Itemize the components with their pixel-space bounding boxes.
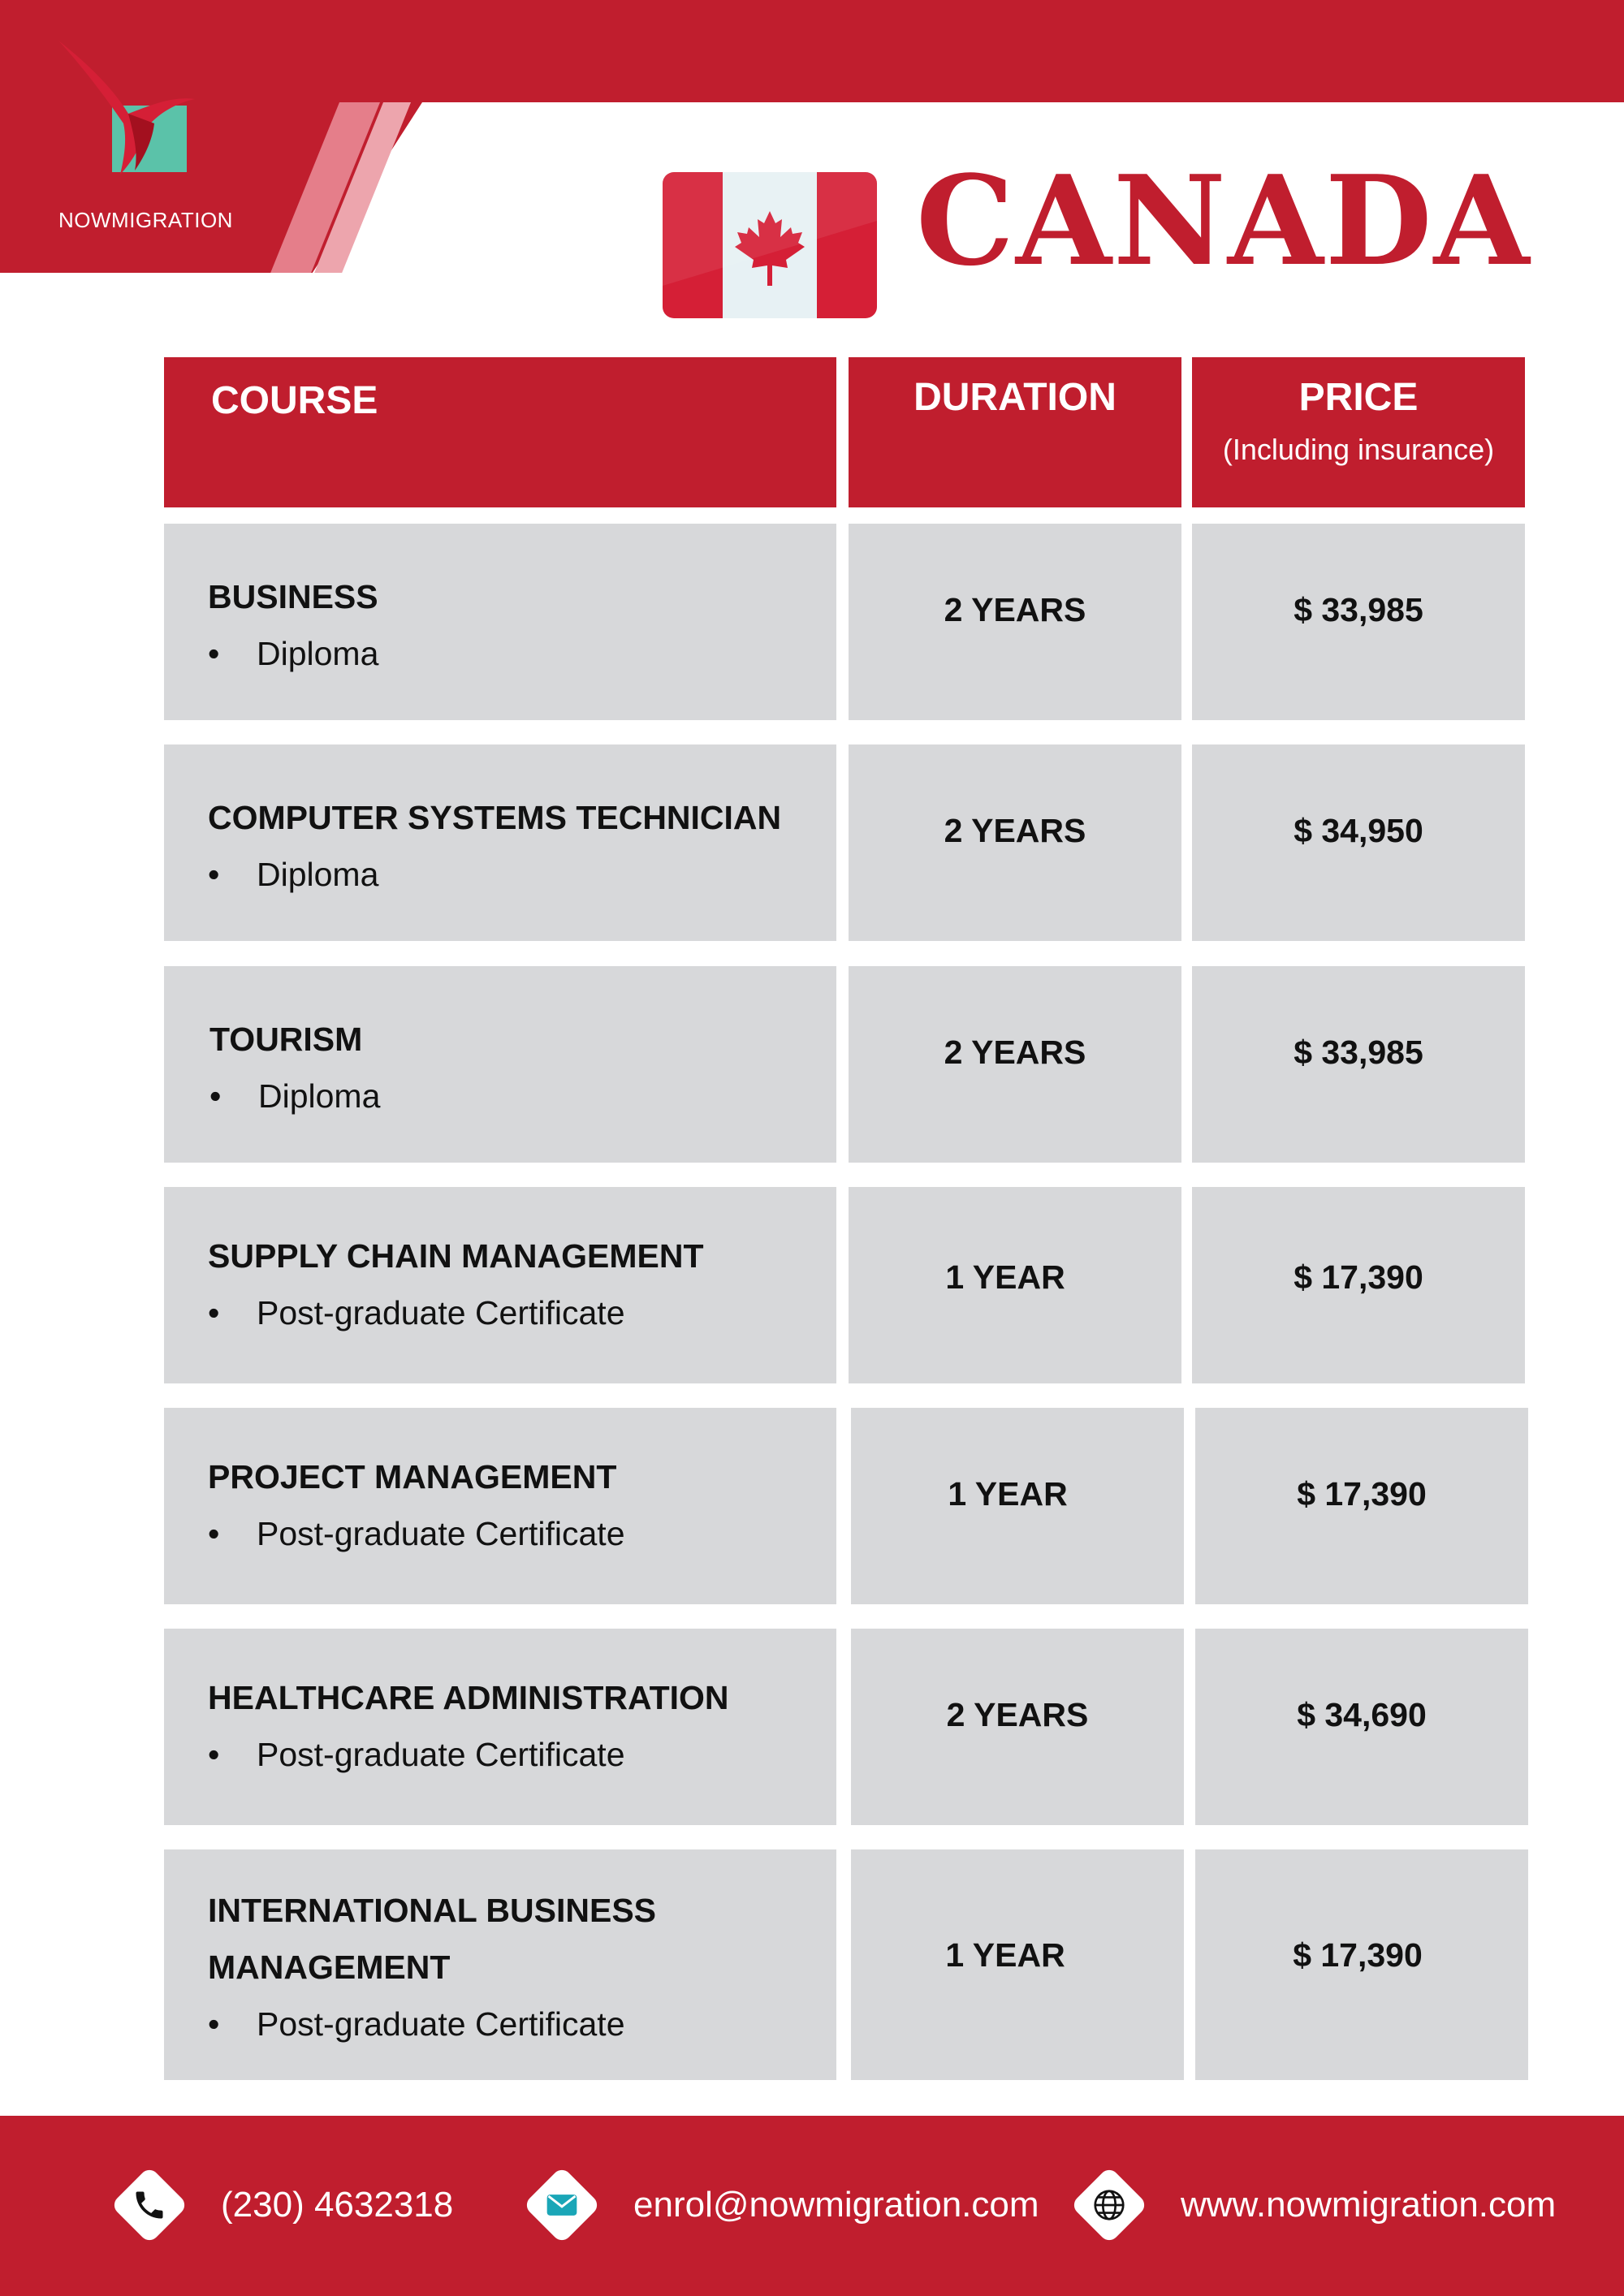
course-type: Post-graduate Certificate: [257, 1294, 625, 1331]
course-price: $ 33,985: [1192, 966, 1525, 1163]
website-url[interactable]: www.nowmigration.com: [1181, 2185, 1557, 2225]
phone-number[interactable]: (230) 4632318: [221, 2185, 454, 2225]
course-name: SUPPLY CHAIN MANAGEMENT: [208, 1237, 704, 1275]
course-name: BUSINESS: [208, 578, 378, 615]
course-type: Post-graduate Certificate: [257, 1515, 625, 1552]
course-duration: 2 YEARS: [851, 1629, 1184, 1825]
table-row-course: COMPUTER SYSTEMS TECHNICIAN • Diploma: [164, 744, 836, 941]
phone-icon: [110, 2166, 188, 2244]
course-price: $ 34,690: [1195, 1629, 1528, 1825]
header-course-label: COURSE: [211, 379, 378, 422]
footer-phone[interactable]: [109, 2164, 453, 2246]
brand-logo-icon: [57, 32, 235, 187]
course-name: TOURISM: [209, 1021, 363, 1058]
course-price: $ 17,390: [1192, 1187, 1525, 1383]
globe-icon: [1070, 2166, 1148, 2244]
course-duration: 1 YEAR: [849, 1187, 1181, 1383]
course-price: $ 17,390: [1195, 1408, 1528, 1604]
course-duration: 2 YEARS: [849, 966, 1181, 1163]
course-type: Diploma: [257, 635, 379, 672]
table-row-course: INTERNATIONAL BUSINESS MANAGEMENT • Post-graduate Certificate: [164, 1849, 836, 2080]
footer-website[interactable]: [1069, 2164, 1556, 2246]
email-address[interactable]: enrol@nowmigration.com: [633, 2185, 1039, 2225]
course-type: Post-graduate Certificate: [257, 1736, 625, 1773]
table-row-course: SUPPLY CHAIN MANAGEMENT • Post-graduate Certificate: [164, 1187, 836, 1383]
table-row-course: TOURISM • Diploma: [164, 966, 836, 1163]
header-price: [1192, 357, 1525, 507]
course-type: Diploma: [257, 856, 379, 893]
table-row-course: HEALTHCARE ADMINISTRATION • Post-graduate Certificate: [164, 1629, 836, 1825]
course-name: COMPUTER SYSTEMS TECHNICIAN: [208, 799, 782, 836]
course-price: $ 33,985: [1192, 524, 1525, 720]
course-duration: 2 YEARS: [849, 524, 1181, 720]
table-row-course: PROJECT MANAGEMENT • Post-graduate Certificate: [164, 1408, 836, 1604]
course-type: Diploma: [258, 1077, 381, 1115]
course-duration: 1 YEAR: [851, 1849, 1184, 2080]
table-row-course: BUSINESS • Diploma: [164, 524, 836, 720]
header-price-label: PRICE: [1298, 376, 1419, 419]
email-icon: [523, 2166, 601, 2244]
course-name: INTERNATIONAL BUSINESS MANAGEMENT: [208, 1892, 657, 1986]
canada-flag-icon: [663, 172, 877, 318]
header-course: [164, 357, 836, 507]
header-price-note: (Including insurance): [1222, 433, 1495, 466]
course-type: Post-graduate Certificate: [257, 2005, 625, 2043]
brand-name: NOWMIGRATION: [58, 208, 233, 232]
course-price: $ 34,950: [1192, 744, 1525, 941]
footer-email[interactable]: [521, 2164, 1039, 2246]
course-duration: 1 YEAR: [851, 1408, 1184, 1604]
course-duration: 2 YEARS: [849, 744, 1181, 941]
header-duration-label: DURATION: [914, 376, 1116, 419]
page-title: CANADA: [916, 148, 1531, 293]
header-duration: [849, 357, 1181, 507]
course-name: PROJECT MANAGEMENT: [208, 1458, 617, 1495]
course-name: HEALTHCARE ADMINISTRATION: [208, 1679, 729, 1716]
course-price: $ 17,390: [1195, 1849, 1528, 2080]
